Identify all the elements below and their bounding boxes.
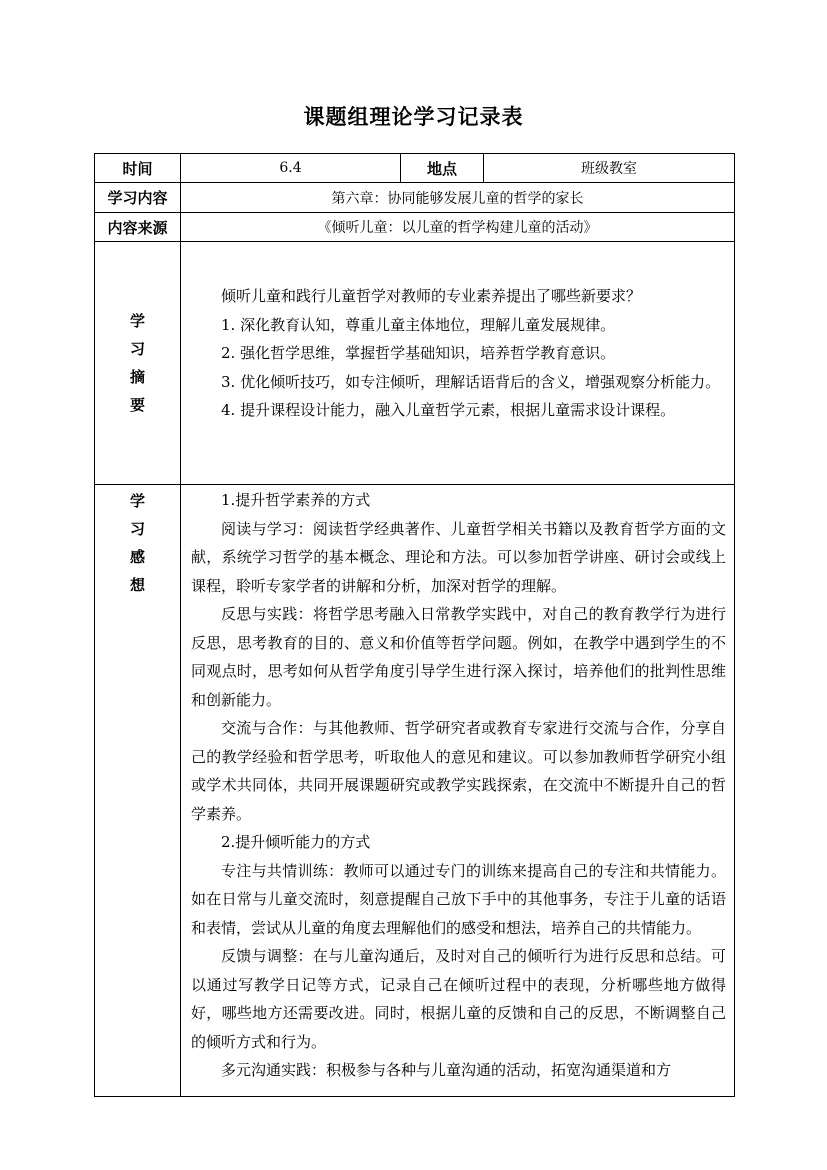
reflection-body [181,485,735,1097]
reflection-label [95,485,181,1097]
place-label: 地点 [401,154,484,183]
summary-label-char: 习 [129,340,145,358]
reflection-paragraph: 专注与共情训练：教师可以通过专门的训练来提高自己的专注和共情能力。如在日常与儿童交流时，刻意提醒自己放下手中的其他事务，专注于儿童的话语和表情，尝试从儿童的角度去理解他们的感受和想法，培养自己的共情能力。 [191,861,726,937]
reflection-label-char: 学 [129,492,145,510]
study-content-label: 学习内容 [95,183,181,213]
summary-label-char: 要 [129,396,145,414]
source-label: 内容来源 [95,213,181,242]
header-row [95,154,735,183]
reflection-paragraph: 多元沟通实践：积极参与各种与儿童沟通的活动，拓宽沟通渠道和方 [221,1061,672,1079]
summary-row [95,242,735,485]
summary-paragraph: 2. 强化哲学思维，掌握哲学基础知识，培养哲学教育意识。 [221,344,616,362]
source-row [95,213,735,242]
summary-body [181,242,735,485]
page-title: 课题组理论学习记录表 [303,104,524,129]
study-content-row [95,183,735,213]
reflection-label-char: 感 [129,548,145,566]
source-value: 《倾听儿童：以儿童的哲学构建儿童的活动》 [181,213,735,242]
place-value: 班级教室 [484,154,735,183]
reflection-label-char: 习 [129,520,145,538]
reflection-row [95,485,735,1097]
reflection-paragraph: 1.提升哲学素养的方式 [221,491,371,509]
summary-label [95,242,181,485]
time-value: 6.4 [181,154,401,183]
reflection-paragraph: 阅读与学习：阅读哲学经典著作、儿童哲学相关书籍以及教育哲学方面的文献，系统学习哲学的基本概念、理论和方法。可以参加哲学讲座、研讨会或线上课程，聆听专家学者的讲解和分析，加深对哲学的理解。 [191,519,726,595]
summary-label-char: 学 [129,312,145,330]
reflection-paragraph: 2.提升倾听能力的方式 [221,833,371,851]
reflection-paragraph: 反思与实践：将哲学思考融入日常教学实践中，对自己的教育教学行为进行反思，思考教育的目的、意义和价值等哲学问题。例如，在教学中遇到学生的不同观点时，思考如何从哲学角度引导学生进行深入探讨，培养他们的批判性思维和创新能力。 [191,605,726,709]
study-content-value: 第六章：协同能够发展儿童的哲学的家长 [181,183,735,213]
summary-paragraph: 4. 提升课程设计能力，融入儿童哲学元素，根据儿童需求设计课程。 [221,401,676,419]
summary-paragraph: 倾听儿童和践行儿童哲学对教师的专业素养提出了哪些新要求？ [221,287,642,305]
time-label: 时间 [95,154,181,183]
summary-label-char: 摘 [129,368,145,386]
summary-paragraph: 3. 优化倾听技巧，如专注倾听，理解话语背后的含义，增强观察分析能力。 [221,372,721,391]
record-table [94,153,735,1097]
reflection-paragraph: 交流与合作：与其他教师、哲学研究者或教育专家进行交流与合作，分享自己的教学经验和哲学思考，听取他人的意见和建议。可以参加教师哲学研究小组或学术共同体，共同开展课题研究或教学实践探索，在交流中不断提升自己的哲学素养。 [191,719,726,823]
reflection-paragraph: 反馈与调整：在与儿童沟通后，及时对自己的倾听行为进行反思和总结。可以通过写教学日记等方式，记录自己在倾听过程中的表现，分析哪些地方做得好，哪些地方还需要改进。同时，根据儿童的反馈和自己的反思，不断调整自己的倾听方式和行为。 [191,947,726,1051]
reflection-label-char: 想 [129,576,145,594]
summary-paragraph: 1. 深化教育认知，尊重儿童主体地位，理解儿童发展规律。 [221,315,616,334]
